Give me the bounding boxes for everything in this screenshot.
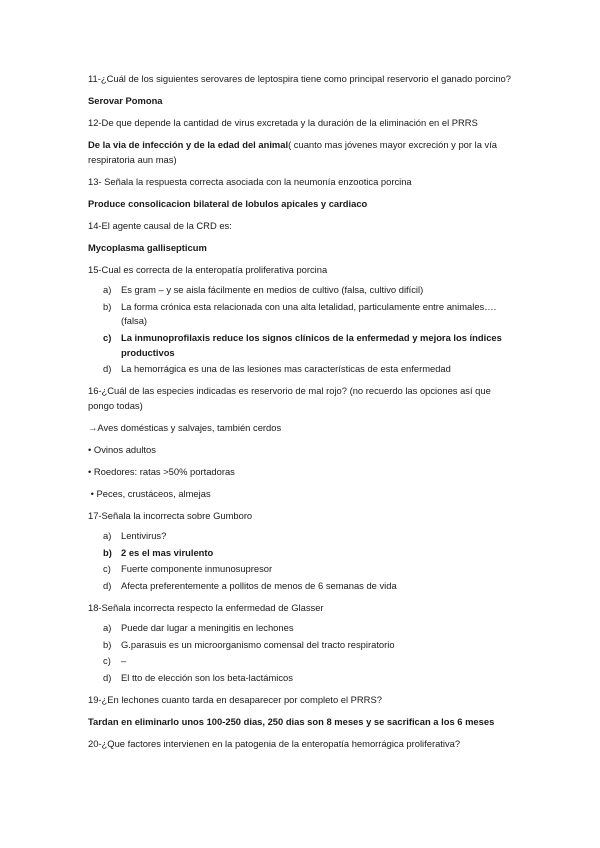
option-text: G.parasuis es un microorganismo comensal del tracto respiratorio bbox=[121, 638, 395, 650]
option-label: a) bbox=[103, 622, 112, 634]
q16-bullet-1 bbox=[88, 443, 518, 458]
q16-answer-text: Aves domésticas y salvajes, también cerdos bbox=[97, 421, 282, 433]
option-label: a) bbox=[103, 284, 112, 296]
q16-bullet-3 bbox=[88, 487, 518, 502]
q18-option-a bbox=[88, 621, 518, 636]
option-label: d) bbox=[103, 671, 112, 683]
option-text: La hemorrágica es una de las lesiones mas características de esta enfermedad bbox=[121, 363, 451, 375]
option-text: Es gram – y se aisla fácilmente en medios de cultivo (falsa, cultivo difícil) bbox=[121, 284, 424, 296]
option-label: a) bbox=[103, 530, 112, 542]
q11-question: 11-¿Cuál de los siguientes serovares de leptospira tiene como principal reservorio el ganado porcino? bbox=[88, 73, 511, 84]
option-label: c) bbox=[103, 655, 111, 667]
bullet-icon: • bbox=[88, 443, 92, 455]
option-label: c) bbox=[103, 563, 111, 575]
bullet-text: Peces, crustáceos, almejas bbox=[96, 488, 211, 500]
q18-option-c bbox=[88, 654, 518, 669]
arrow-icon: → bbox=[88, 421, 98, 433]
option-text: – bbox=[121, 655, 127, 667]
q15-options bbox=[88, 283, 518, 376]
q17-option-b bbox=[88, 546, 518, 561]
q15-option-c bbox=[88, 331, 518, 360]
bullet-text: Ovinos adultos bbox=[93, 443, 156, 455]
q19-answer: Tardan en eliminarlo unos 100-250 dias, 250 dias son 8 meses y se sacrifican a los 6 meses bbox=[88, 716, 495, 728]
option-text: La inmunoprofilaxis reduce los signos clínicos de la enfermedad y mejora los índices productivos bbox=[121, 332, 502, 358]
option-text: Fuerte componente inmunosupresor bbox=[121, 563, 273, 575]
q15-option-a bbox=[88, 283, 518, 298]
option-text: Puede dar lugar a meningitis en lechones bbox=[121, 622, 294, 634]
q12-answer bbox=[88, 138, 518, 167]
option-label: c) bbox=[103, 332, 112, 344]
q18-question: 18-Señala incorrecta respecto la enfermedad de Glasser bbox=[88, 602, 324, 614]
q12-question: 12-De que depende la cantidad de virus excretada y la duración de la eliminación en el PRRS bbox=[88, 117, 478, 129]
option-label: b) bbox=[103, 546, 112, 558]
bullet-icon: • bbox=[90, 488, 94, 500]
q18-option-b bbox=[88, 638, 518, 653]
q17-option-c bbox=[88, 562, 518, 577]
q17-option-a bbox=[88, 529, 518, 544]
q17-question: 17-Señala la incorrecta sobre Gumboro bbox=[88, 510, 253, 522]
q18-option-d bbox=[88, 671, 518, 686]
option-label: d) bbox=[103, 580, 112, 592]
option-text: 2 es el mas virulento bbox=[121, 546, 214, 558]
q12-answer-bold: De la via de infección y de la edad del animal bbox=[88, 139, 289, 151]
q20-question: 20-¿Que factores intervienen en la patogenia de la enteropatía hemorrágica proliferativa? bbox=[88, 738, 461, 750]
option-text: Lentivirus? bbox=[121, 530, 167, 542]
q15-question: 15-Cual es correcta de la enteropatía proliferativa porcina bbox=[88, 264, 328, 276]
q17-option-d bbox=[88, 579, 518, 594]
option-label: d) bbox=[103, 363, 112, 375]
q18-options bbox=[88, 621, 518, 685]
q15-option-b bbox=[88, 300, 518, 329]
document-page bbox=[88, 72, 518, 759]
option-text: Afecta preferentemente a pollitos de menos de 6 semanas de vida bbox=[121, 580, 397, 592]
option-text: La forma crónica esta relacionada con una alta letalidad, particulamente entre animales….(falsa) bbox=[121, 300, 497, 327]
q16-question: 16-¿Cuál de las especies indicadas es reservorio de mal rojo? (no recuerdo las opciones así que pongo todas) bbox=[88, 385, 491, 411]
q17-options bbox=[88, 529, 518, 593]
q11-answer: Serovar Pomona bbox=[88, 95, 163, 107]
q13-answer: Produce consolicacion bilateral de lobulos apicales y cardiaco bbox=[88, 197, 368, 209]
option-text: El tto de elección son los beta-lactámicos bbox=[121, 671, 293, 683]
q14-question: 14-El agente causal de la CRD es: bbox=[88, 220, 232, 232]
option-label: b) bbox=[103, 638, 112, 650]
q15-option-d bbox=[88, 362, 518, 377]
q13-question: 13- Señala la respuesta correcta asociada con la neumonía enzootica porcina bbox=[88, 175, 412, 187]
bullet-text: Roedores: ratas >50% portadoras bbox=[93, 466, 235, 478]
q16-answer-line bbox=[88, 421, 518, 436]
q16-bullet-2 bbox=[88, 465, 518, 480]
q14-answer: Mycoplasma gallisepticum bbox=[88, 242, 207, 254]
bullet-icon: • bbox=[88, 466, 92, 478]
option-label: b) bbox=[103, 300, 112, 312]
q12-answer-note: ( cuanto mas jóvenes mayor excreción y por la vía respiratoria aun mas) bbox=[88, 139, 498, 165]
q19-question: 19-¿En lechones cuanto tarda en desaparecer por completo el PRRS? bbox=[88, 694, 382, 705]
